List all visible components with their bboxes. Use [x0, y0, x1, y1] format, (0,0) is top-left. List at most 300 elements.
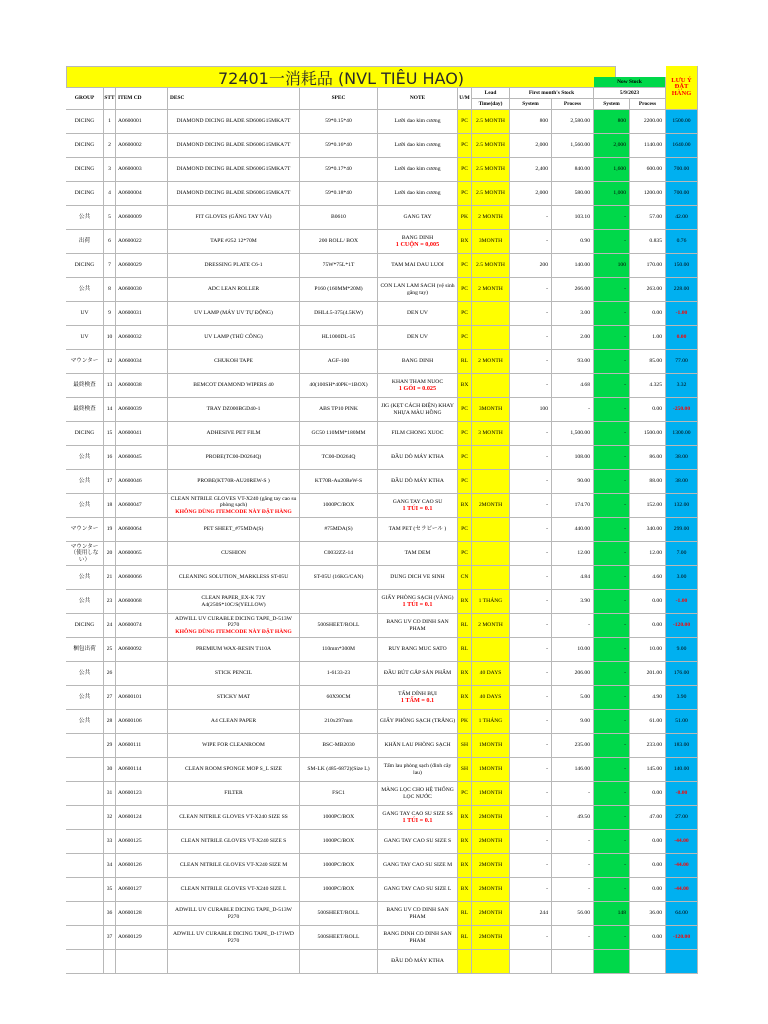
row-first-system: - — [510, 638, 552, 662]
row-now-process: 85.00 — [630, 350, 666, 374]
row-stt: 17 — [104, 470, 116, 494]
row-note-text: RUY BANG MUC SATO — [388, 646, 447, 653]
row-first-process: 840.00 — [552, 158, 594, 182]
row-um: BX — [458, 830, 472, 854]
row-order-note: 228.00 — [666, 278, 698, 302]
row-um: BX — [458, 854, 472, 878]
row-item-cd: A0600124 — [116, 806, 168, 830]
row-now-system: - — [594, 686, 630, 710]
row-item-cd: A0600034 — [116, 350, 168, 374]
row-group: マウンター — [66, 518, 104, 542]
row-now-process: 0.00 — [630, 854, 666, 878]
row-group: DICING — [66, 422, 104, 446]
row-lead-time: 2MONTH — [472, 878, 510, 902]
row-order-note: 700.00 — [666, 158, 698, 182]
row-spec: 1000PC/BOX — [300, 806, 378, 830]
row-stt: 18 — [104, 494, 116, 518]
row-now-process: 0.835 — [630, 230, 666, 254]
row-desc-text: STICK PENCIL — [214, 670, 253, 677]
row-order-note: 132.00 — [666, 494, 698, 518]
row-now-system: - — [594, 614, 630, 638]
row-note-text: BANG DINH — [401, 235, 434, 242]
row-spec: 59*0.18*40 — [300, 182, 378, 206]
row-note-text: FILM CHONG XUOC — [391, 430, 444, 437]
header-first-stock: First month's Stock — [510, 88, 594, 99]
row-desc — [168, 254, 300, 278]
row-now-system: - — [594, 830, 630, 854]
row-note-text: DEN UV — [407, 334, 428, 341]
row-stt: 9 — [104, 302, 116, 326]
row-now-system: 1,000 — [594, 182, 630, 206]
row-group: DICING — [66, 158, 104, 182]
row-lead-time: 3MONTH — [472, 398, 510, 422]
row-first-process — [552, 950, 594, 974]
row-order-note: 3.32 — [666, 374, 698, 398]
row-desc-text: BEMCOT DIAMOND WIPERS 40 — [193, 382, 274, 389]
row-now-process: 1.00 — [630, 326, 666, 350]
row-desc-text: ADHESIVE PET FILM — [206, 430, 261, 437]
row-note — [378, 686, 458, 710]
row-spec: 1000PC/BOX — [300, 494, 378, 518]
row-stt: 4 — [104, 182, 116, 206]
row-order-note: 38.00 — [666, 470, 698, 494]
row-now-system: - — [594, 278, 630, 302]
row-now-process: 4.60 — [630, 566, 666, 590]
row-order-note: 1500.00 — [666, 110, 698, 134]
row-note-text: Lưỡi dao kim cương — [394, 118, 441, 125]
row-group: 梱包出荷 — [66, 638, 104, 662]
row-now-process: 61.00 — [630, 710, 666, 734]
row-group: DICING — [66, 254, 104, 278]
row-note — [378, 254, 458, 278]
row-lead-time: 2.5 MONTH — [472, 158, 510, 182]
row-lead-time: 1MONTH — [472, 758, 510, 782]
row-first-system: - — [510, 782, 552, 806]
row-note-text: GANG TAY CAO SU SIZE M — [382, 862, 453, 869]
row-desc — [168, 710, 300, 734]
row-now-system: - — [594, 782, 630, 806]
row-now-process: 1500.00 — [630, 422, 666, 446]
row-item-cd: A0600127 — [116, 878, 168, 902]
row-note-text: Lưỡi dao kim cương — [394, 190, 441, 197]
row-lead-time: 40 DAYS — [472, 662, 510, 686]
row-desc-text: DIAMOND DICING BLADE SD600G15MKA7T — [176, 166, 291, 173]
row-stt: 20 — [104, 542, 116, 566]
row-order-note: 150.00 — [666, 254, 698, 278]
row-now-system: - — [594, 926, 630, 950]
row-note — [378, 278, 458, 302]
row-desc — [168, 542, 300, 566]
row-stt: 16 — [104, 446, 116, 470]
row-note — [378, 614, 458, 638]
row-um — [458, 950, 472, 974]
row-now-process: 10.00 — [630, 638, 666, 662]
row-order-note: -44.00 — [666, 854, 698, 878]
row-first-system: - — [510, 350, 552, 374]
row-spec: 110mm*300M — [300, 638, 378, 662]
row-spec: 40(100SH*40PK=1BOX) — [300, 374, 378, 398]
row-now-process: 4.325 — [630, 374, 666, 398]
row-desc — [168, 662, 300, 686]
row-desc — [168, 470, 300, 494]
row-note-text: GIẤY PHÒNG SẠCH (TRẮNG) — [379, 718, 456, 725]
row-first-process: 4.84 — [552, 566, 594, 590]
row-group: 公共 — [66, 494, 104, 518]
row-spec: 75W*75L*1T — [300, 254, 378, 278]
row-order-note: 0.76 — [666, 230, 698, 254]
row-um: CN — [458, 566, 472, 590]
row-first-process: 580.00 — [552, 182, 594, 206]
row-first-system: - — [510, 278, 552, 302]
row-note — [378, 854, 458, 878]
row-um: SH — [458, 758, 472, 782]
header-spec: SPEC — [300, 88, 378, 110]
row-note — [378, 926, 458, 950]
row-desc-text: TAPE #252 12*70M — [210, 238, 257, 245]
row-um: PC — [458, 134, 472, 158]
row-note — [378, 806, 458, 830]
row-stt: 33 — [104, 830, 116, 854]
row-item-cd: A0600101 — [116, 686, 168, 710]
row-spec: HL1000DL-15 — [300, 326, 378, 350]
row-lead-time: 1MONTH — [472, 734, 510, 758]
row-group: 最終検査 — [66, 374, 104, 398]
row-first-process: - — [552, 878, 594, 902]
row-group — [66, 782, 104, 806]
row-desc — [168, 758, 300, 782]
row-order-note: -44.00 — [666, 878, 698, 902]
row-spec: 200 ROLL/ BOX — [300, 230, 378, 254]
row-um: BX — [458, 878, 472, 902]
row-first-system: - — [510, 302, 552, 326]
row-item-cd: A0600066 — [116, 566, 168, 590]
row-note-text: TAM DEM — [404, 550, 431, 557]
row-group: DICING — [66, 182, 104, 206]
row-first-system: - — [510, 518, 552, 542]
header-lead: Lead — [472, 88, 510, 99]
row-now-process: 170.00 — [630, 254, 666, 278]
row-note — [378, 158, 458, 182]
row-first-process: 1,560.00 — [552, 134, 594, 158]
row-order-note: -120.00 — [666, 614, 698, 638]
row-desc — [168, 686, 300, 710]
row-note-text: TAM MAI DAU LUOI — [391, 262, 444, 269]
row-um: PC — [458, 278, 472, 302]
row-item-cd: A0600092 — [116, 638, 168, 662]
row-order-note: 7.00 — [666, 542, 698, 566]
row-desc — [168, 158, 300, 182]
row-stt: 30 — [104, 758, 116, 782]
row-note — [378, 110, 458, 134]
header-stt: STT — [104, 88, 116, 110]
row-stt: 12 — [104, 350, 116, 374]
row-lead-time: 2.5 MONTH — [472, 182, 510, 206]
row-first-system: - — [510, 830, 552, 854]
row-group: DICING — [66, 110, 104, 134]
row-now-system: 2,000 — [594, 134, 630, 158]
row-stt: 15 — [104, 422, 116, 446]
row-desc-text: DIAMOND DICING BLADE SD600G15MKA7T — [176, 142, 291, 149]
row-note — [378, 830, 458, 854]
row-order-note: 51.00 — [666, 710, 698, 734]
row-lead-time: 1 THÁNG — [472, 590, 510, 614]
row-lead-time — [472, 518, 510, 542]
row-desc — [168, 110, 300, 134]
row-stt: 29 — [104, 734, 116, 758]
row-now-system: - — [594, 710, 630, 734]
row-note-conversion: 1 CUỘN = 0,005 — [395, 240, 440, 248]
row-item-cd: A0600022 — [116, 230, 168, 254]
header-system: System — [510, 99, 552, 110]
row-item-cd: A0600045 — [116, 446, 168, 470]
row-desc-text: A4 CLEAN PAPER — [210, 718, 257, 725]
row-group: 公共 — [66, 686, 104, 710]
row-group: マウンター（使用しない） — [66, 542, 104, 566]
row-stt: 6 — [104, 230, 116, 254]
row-now-process: 57.00 — [630, 206, 666, 230]
row-now-system: - — [594, 422, 630, 446]
row-um: PC — [458, 446, 472, 470]
row-um: BX — [458, 374, 472, 398]
row-order-note: 0.00 — [666, 326, 698, 350]
row-note-text: KHĂN LAU PHÒNG SẠCH — [384, 742, 451, 749]
row-first-system: - — [510, 926, 552, 950]
row-order-note: 140.00 — [666, 758, 698, 782]
row-order-note: 64.00 — [666, 902, 698, 926]
row-item-cd: A0600001 — [116, 110, 168, 134]
row-note — [378, 398, 458, 422]
row-stt: 5 — [104, 206, 116, 230]
row-group: 公共 — [66, 590, 104, 614]
row-item-cd: A0600106 — [116, 710, 168, 734]
row-now-process: 340.00 — [630, 518, 666, 542]
row-item-cd: A0600114 — [116, 758, 168, 782]
row-first-system — [510, 950, 552, 974]
row-order-note: 77.00 — [666, 350, 698, 374]
row-note — [378, 902, 458, 926]
row-desc-text: UV LAMP (THỦ CÔNG) — [204, 334, 263, 341]
row-item-cd — [116, 950, 168, 974]
row-note — [378, 782, 458, 806]
row-lead-time: 2 MONTH — [472, 350, 510, 374]
row-desc — [168, 638, 300, 662]
row-desc-text: ADWILL UV CURABLE DICING TAPE_D-513W P270 — [175, 907, 292, 920]
row-note — [378, 638, 458, 662]
row-now-process: 0.00 — [630, 782, 666, 806]
row-now-process: 1200.00 — [630, 182, 666, 206]
row-now-process: 0.00 — [630, 926, 666, 950]
row-stt: 14 — [104, 398, 116, 422]
row-first-process: - — [552, 926, 594, 950]
row-stt: 31 — [104, 782, 116, 806]
row-first-process: - — [552, 398, 594, 422]
row-note — [378, 134, 458, 158]
row-first-process: 56.00 — [552, 902, 594, 926]
row-first-system: 244 — [510, 902, 552, 926]
row-spec: ST-05U (16KG/CAN) — [300, 566, 378, 590]
row-now-system: 800 — [594, 110, 630, 134]
row-first-process: 140.00 — [552, 254, 594, 278]
row-order-note: -1.00 — [666, 302, 698, 326]
row-desc-text: PROBE(KT70R-AU20REW-S ) — [197, 478, 270, 485]
row-note — [378, 950, 458, 974]
row-desc-text: ADWILL UV CURABLE DICING TAPE_D-513W P270 — [175, 616, 292, 629]
row-lead-time: 1 THÁNG — [472, 710, 510, 734]
row-note-text: GANG TAY — [403, 214, 432, 221]
row-item-cd: A0600041 — [116, 422, 168, 446]
row-now-process: 0.00 — [630, 830, 666, 854]
row-first-system: 2,400 — [510, 158, 552, 182]
row-first-system: - — [510, 878, 552, 902]
row-first-system: - — [510, 566, 552, 590]
row-first-system: - — [510, 806, 552, 830]
row-now-process: 0.00 — [630, 398, 666, 422]
row-lead-time: 2.5 MONTH — [472, 134, 510, 158]
row-now-system: 1,600 — [594, 158, 630, 182]
row-note — [378, 350, 458, 374]
row-desc — [168, 134, 300, 158]
row-um: BX — [458, 590, 472, 614]
row-desc — [168, 566, 300, 590]
row-now-system: - — [594, 350, 630, 374]
row-first-system: - — [510, 710, 552, 734]
row-note — [378, 758, 458, 782]
row-stt: 10 — [104, 326, 116, 350]
row-now-process — [630, 950, 666, 974]
row-um: BX — [458, 494, 472, 518]
row-stt: 3 — [104, 158, 116, 182]
row-stt: 19 — [104, 518, 116, 542]
row-first-process: 266.00 — [552, 278, 594, 302]
row-now-system: - — [594, 374, 630, 398]
row-now-system: - — [594, 470, 630, 494]
row-note-text: Tấm lau phòng sạch (đinh cây lau) — [383, 763, 452, 776]
row-note-text: ĐẦU DÒ MÁY KTHA — [391, 958, 444, 965]
row-desc-text: TRAY DZ000BGD40-1 — [206, 406, 261, 413]
row-first-system: 2,000 — [510, 134, 552, 158]
row-desc — [168, 734, 300, 758]
row-first-process: 3.00 — [552, 302, 594, 326]
row-stt: 32 — [104, 806, 116, 830]
row-now-process: 2200.00 — [630, 110, 666, 134]
row-first-system: - — [510, 422, 552, 446]
row-spec: 59*0.15*40 — [300, 110, 378, 134]
row-first-process: 12.00 — [552, 542, 594, 566]
row-desc-text: DIAMOND DICING BLADE SD600G15MKA7T — [176, 190, 291, 197]
row-desc-text: CLEAN NITRILE GLOVES VT-X240 SIZE SS — [179, 814, 288, 821]
row-desc — [168, 950, 300, 974]
row-lead-time — [472, 950, 510, 974]
row-stt: 1 — [104, 110, 116, 134]
row-group: 公共 — [66, 710, 104, 734]
row-lead-time: 2MONTH — [472, 902, 510, 926]
row-first-process: 90.00 — [552, 470, 594, 494]
row-first-system: - — [510, 758, 552, 782]
row-now-system: - — [594, 326, 630, 350]
row-first-process: 1,500.00 — [552, 422, 594, 446]
row-now-system — [594, 950, 630, 974]
row-note-text: GANG TAY CAO SU SIZE S — [383, 838, 452, 845]
row-now-process: 152.00 — [630, 494, 666, 518]
row-desc-text: CLEANING SOLUTION_MARKLESS ST-05U — [178, 574, 289, 581]
row-desc-warning: KHÔNG DÙNG ITEMCODE NÀY ĐẶT HÀNG — [175, 628, 292, 635]
row-spec: FSC1 — [300, 782, 378, 806]
row-spec: 210x297mm — [300, 710, 378, 734]
row-first-process: 174.70 — [552, 494, 594, 518]
row-first-process: - — [552, 830, 594, 854]
row-note — [378, 374, 458, 398]
row-lead-time: 2MONTH — [472, 854, 510, 878]
row-note-text: BANG UV CO DINH SAN PHAM — [386, 619, 449, 632]
row-order-note: 299.00 — [666, 518, 698, 542]
row-desc-text: CLEAN ROOM SPONGE MOP S_L SIZE — [184, 766, 283, 773]
row-um: PC — [458, 542, 472, 566]
row-lead-time — [472, 542, 510, 566]
row-note-text: ĐẦU DÒ MÁY KTHA — [391, 454, 444, 461]
row-note-conversion: 1 GÓI = 0.025 — [398, 384, 437, 392]
row-desc-text: WIPE FOR CLEANROOM — [202, 742, 265, 749]
row-first-system: - — [510, 494, 552, 518]
row-group: マウンター — [66, 350, 104, 374]
row-desc — [168, 902, 300, 926]
row-first-process: - — [552, 854, 594, 878]
row-desc — [168, 614, 300, 638]
row-first-system: - — [510, 230, 552, 254]
row-lead-time — [472, 326, 510, 350]
row-group: 公共 — [66, 470, 104, 494]
row-spec: KT70R-Au20ReW-S — [300, 470, 378, 494]
row-desc-text: CLEAN NITRILE GLOVES VT-X240 SIZE S — [180, 838, 287, 845]
row-item-cd: A0600031 — [116, 302, 168, 326]
row-group — [66, 854, 104, 878]
row-desc — [168, 926, 300, 950]
row-now-process: 47.00 — [630, 806, 666, 830]
row-first-process: 3.90 — [552, 590, 594, 614]
row-now-process: 0.00 — [630, 614, 666, 638]
row-group — [66, 758, 104, 782]
row-order-note — [666, 950, 698, 974]
row-spec: 500SHEET/ROLL — [300, 926, 378, 950]
row-group — [66, 926, 104, 950]
row-um: PC — [458, 302, 472, 326]
row-now-process: 233.00 — [630, 734, 666, 758]
row-order-note: 183.00 — [666, 734, 698, 758]
row-first-process: 0.90 — [552, 230, 594, 254]
row-group: 最終検査 — [66, 398, 104, 422]
row-desc — [168, 590, 300, 614]
row-note-text: ĐẦU DÒ MÁY KTHA — [391, 478, 444, 485]
row-item-cd: A0600126 — [116, 854, 168, 878]
row-now-process: 263.00 — [630, 278, 666, 302]
row-now-system: - — [594, 758, 630, 782]
row-desc-text: ADC LEAN ROLLER — [207, 286, 260, 293]
row-first-system: - — [510, 326, 552, 350]
row-um: PK — [458, 710, 472, 734]
row-um: BX — [458, 230, 472, 254]
row-desc-text: ADWILL UV CURABLE DICING TAPE_D-171WD P270 — [173, 931, 294, 944]
row-um: PC — [458, 326, 472, 350]
header-note: NOTE — [378, 88, 458, 110]
row-first-system: - — [510, 590, 552, 614]
row-now-process: 36.00 — [630, 902, 666, 926]
row-note — [378, 182, 458, 206]
row-desc-text: FILTER — [224, 790, 243, 797]
row-stt: 2 — [104, 134, 116, 158]
row-desc-text: PREMIUM WAX-RESIN T110A — [195, 646, 272, 653]
row-first-process: 2.00 — [552, 326, 594, 350]
row-item-cd: A0600003 — [116, 158, 168, 182]
row-um: PC — [458, 182, 472, 206]
